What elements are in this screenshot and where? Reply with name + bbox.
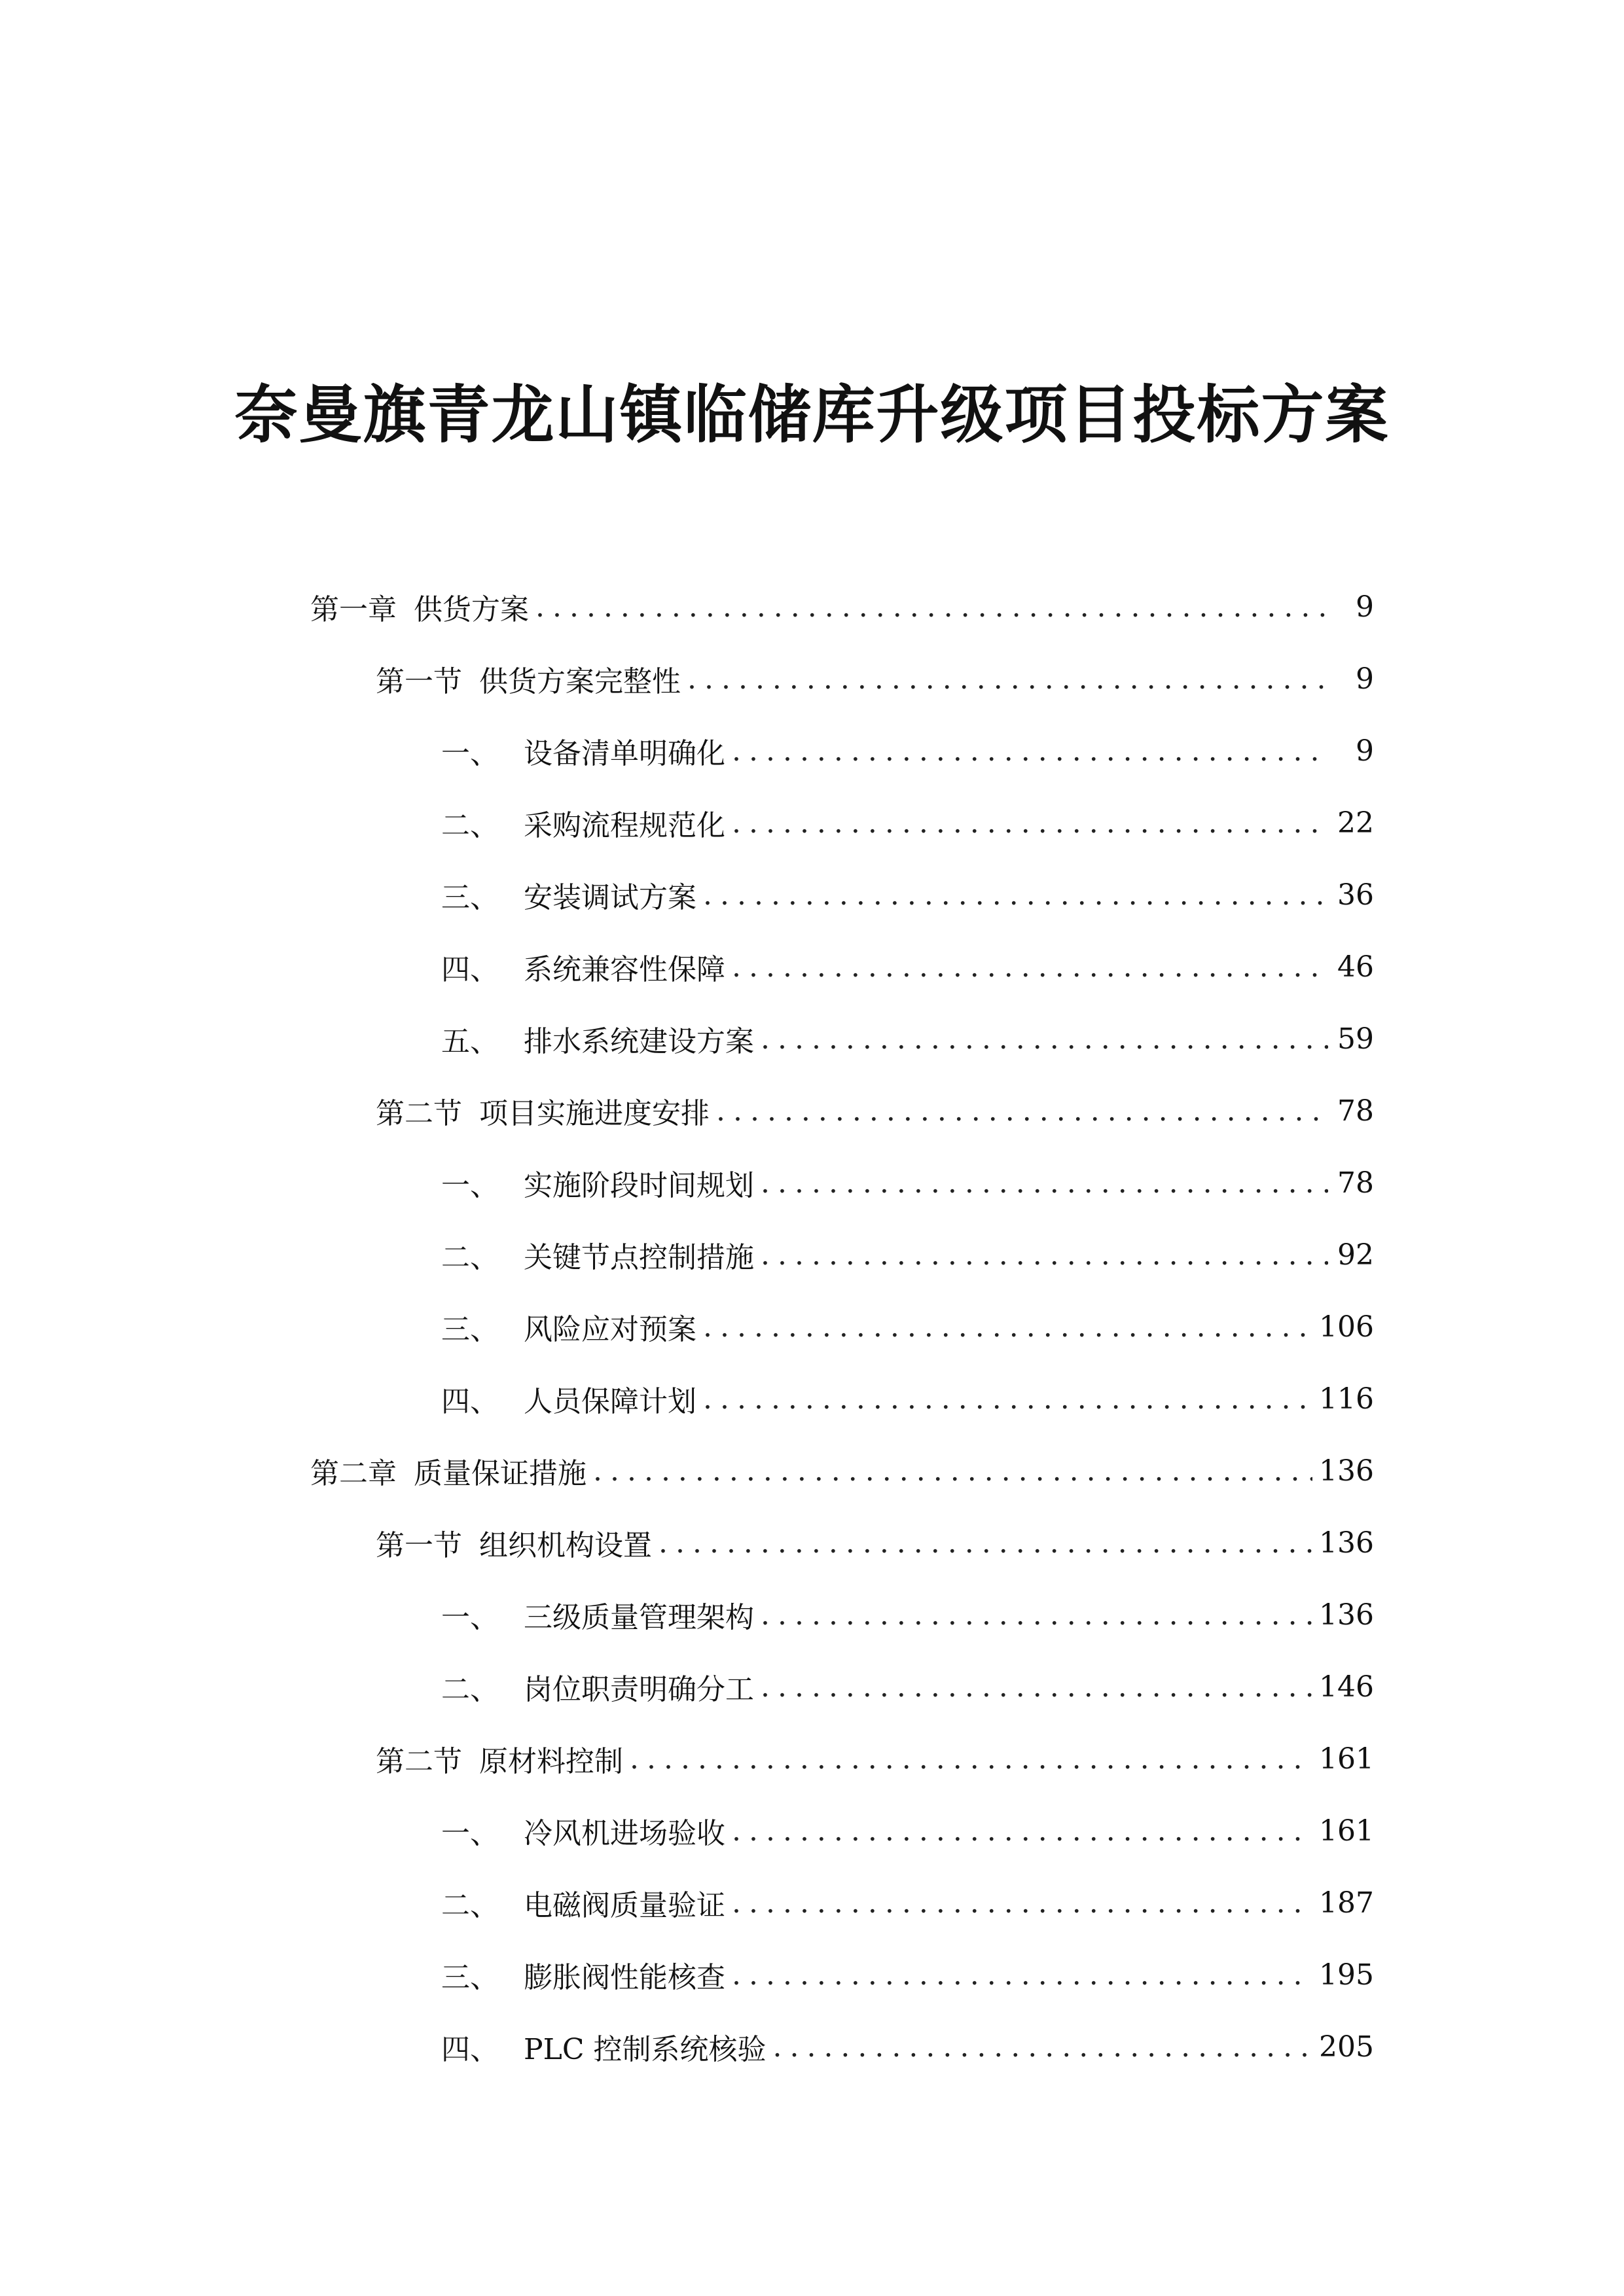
toc-dot-leader: [703, 1382, 1312, 1416]
toc-page-number: 9: [1356, 590, 1374, 624]
toc-dot-leader: [687, 662, 1328, 696]
toc-dot-leader: [761, 1238, 1328, 1272]
toc-entry-title: 三级质量管理架构: [524, 1601, 754, 1634]
toc-dot-leader: [732, 1886, 1312, 1920]
toc-entry[interactable]: [310, 1939, 1374, 2011]
toc-page-number: 161: [1319, 1814, 1374, 1848]
toc-entry-number: 二、: [441, 1673, 499, 1706]
toc-dot-leader: [593, 1454, 1312, 1488]
toc-page-number: 92: [1337, 1238, 1374, 1272]
toc-entry[interactable]: [310, 787, 1374, 859]
toc-dot-leader: [703, 1310, 1312, 1344]
toc-page-number: 136: [1319, 1526, 1374, 1560]
toc-page-number: 195: [1319, 1958, 1374, 1992]
toc-dot-leader: [659, 1526, 1312, 1560]
toc-entry-title: 实施阶段时间规划: [524, 1169, 754, 1202]
toc-entry-number: 第一章: [310, 593, 397, 626]
toc-entry-number: 四、: [441, 2033, 499, 2066]
toc-entry[interactable]: [310, 859, 1374, 931]
toc-entry[interactable]: [310, 1147, 1374, 1219]
toc-entry-title: 排水系统建设方案: [524, 1025, 754, 1058]
toc-page-number: 116: [1319, 1382, 1374, 1416]
toc-entry[interactable]: [310, 1795, 1374, 1867]
toc-page-number: 161: [1319, 1742, 1374, 1776]
toc-entry-title: 组织机构设置: [479, 1529, 652, 1562]
toc-page-number: 9: [1356, 662, 1374, 696]
toc-page-number: 59: [1337, 1022, 1374, 1056]
toc-entry-title: 人员保障计划: [524, 1385, 696, 1418]
toc-entry[interactable]: [310, 1579, 1374, 1651]
toc-entry-number: 二、: [441, 809, 499, 842]
toc-entry[interactable]: [310, 1435, 1374, 1507]
toc-entry-number: 三、: [441, 1961, 499, 1994]
toc-page-number: 46: [1337, 950, 1374, 984]
toc-entry[interactable]: [310, 1363, 1374, 1435]
toc-dot-leader: [716, 1094, 1328, 1128]
toc-dot-leader: [732, 1958, 1312, 1992]
toc-page-number: 9: [1356, 734, 1374, 768]
toc-page-number: 187: [1319, 1886, 1374, 1920]
toc-page-number: 136: [1319, 1454, 1374, 1488]
toc-entry-number: 第二章: [310, 1457, 397, 1490]
toc-entry-number: 第二节: [376, 1097, 462, 1130]
toc-entry-title: 原材料控制: [479, 1745, 623, 1778]
toc-entry-title: 系统兼容性保障: [524, 953, 725, 986]
toc-entry-title: 供货方案完整性: [479, 665, 681, 698]
toc-page-number: 205: [1319, 2030, 1374, 2064]
toc-entry-title: 岗位职责明确分工: [524, 1673, 754, 1706]
toc-page-number: 146: [1319, 1670, 1374, 1704]
toc-page-number: 136: [1319, 1598, 1374, 1632]
toc-entry[interactable]: [310, 1507, 1374, 1579]
toc-entry-title: 关键节点控制措施: [524, 1241, 754, 1274]
toc-entry-number: 二、: [441, 1241, 499, 1274]
toc-entry-number: 三、: [441, 881, 499, 914]
toc-entry-title: PLC 控制系统核验: [524, 2033, 767, 2066]
toc-entry-title: 冷风机进场验收: [524, 1817, 725, 1850]
table-of-contents: [310, 571, 1374, 2083]
toc-entry[interactable]: [310, 715, 1374, 787]
toc-dot-leader: [732, 806, 1328, 840]
toc-page-number: 36: [1337, 878, 1374, 912]
toc-entry-number: 第一节: [376, 1529, 462, 1562]
toc-entry[interactable]: [310, 1651, 1374, 1723]
toc-page-number: 106: [1319, 1310, 1374, 1344]
toc-entry-number: 五、: [441, 1025, 499, 1058]
toc-dot-leader: [732, 1814, 1312, 1848]
toc-entry[interactable]: [310, 1291, 1374, 1363]
toc-entry-title: 设备清单明确化: [524, 737, 725, 770]
toc-entry-number: 四、: [441, 953, 499, 986]
toc-dot-leader: [761, 1022, 1328, 1056]
toc-dot-leader: [732, 950, 1328, 984]
toc-entry-number: 一、: [441, 1601, 499, 1634]
toc-entry[interactable]: [310, 931, 1374, 1003]
toc-entry-number: 一、: [441, 1817, 499, 1850]
toc-entry[interactable]: [310, 2011, 1374, 2083]
toc-dot-leader: [732, 734, 1328, 768]
toc-dot-leader: [761, 1166, 1328, 1200]
toc-entry[interactable]: [310, 1723, 1374, 1795]
toc-page-number: 22: [1337, 806, 1374, 840]
toc-entry-title: 采购流程规范化: [524, 809, 725, 842]
toc-entry-title: 安装调试方案: [524, 881, 696, 914]
toc-entry[interactable]: [310, 643, 1374, 715]
toc-page-number: 78: [1337, 1166, 1374, 1200]
toc-entry-number: 四、: [441, 1385, 499, 1418]
toc-entry-title: 风险应对预案: [524, 1313, 696, 1346]
toc-entry-title: 供货方案: [414, 593, 529, 626]
toc-entry[interactable]: [310, 1075, 1374, 1147]
toc-entry-number: 第一节: [376, 665, 462, 698]
toc-dot-leader: [703, 878, 1328, 912]
page-title: 奈曼旗青龙山镇临储库升级项目投标方案: [234, 378, 1390, 452]
toc-entry-number: 二、: [441, 1889, 499, 1922]
toc-dot-leader: [535, 590, 1328, 624]
toc-dot-leader: [761, 1670, 1312, 1704]
toc-page-number: 78: [1337, 1094, 1374, 1128]
toc-dot-leader: [761, 1598, 1312, 1632]
toc-entry-number: 一、: [441, 1169, 499, 1202]
toc-entry-title: 电磁阀质量验证: [524, 1889, 725, 1922]
toc-dot-leader: [630, 1742, 1312, 1776]
toc-entry[interactable]: [310, 571, 1374, 643]
toc-entry[interactable]: [310, 1867, 1374, 1939]
toc-entry[interactable]: [310, 1003, 1374, 1075]
toc-entry-number: 三、: [441, 1313, 499, 1346]
toc-entry-number: 第二节: [376, 1745, 462, 1778]
toc-entry-title: 质量保证措施: [414, 1457, 586, 1490]
toc-dot-leader: [772, 2030, 1312, 2064]
toc-entry-title: 膨胀阀性能核查: [524, 1961, 725, 1994]
toc-entry-number: 一、: [441, 737, 499, 770]
toc-entry[interactable]: [310, 1219, 1374, 1291]
toc-entry-title: 项目实施进度安排: [479, 1097, 710, 1130]
